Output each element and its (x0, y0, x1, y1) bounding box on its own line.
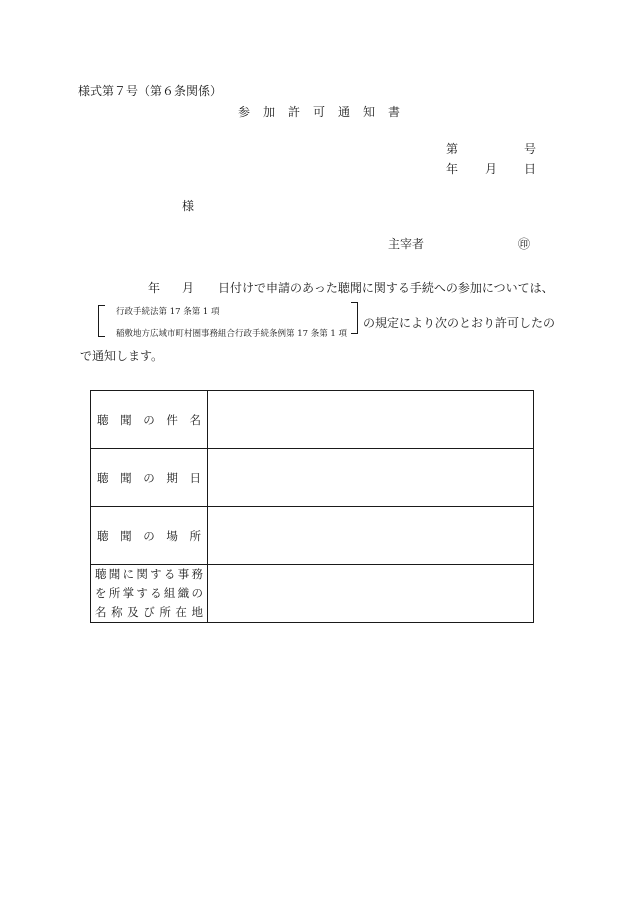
label-char: に (122, 567, 135, 581)
date-month: 月 (484, 162, 497, 176)
label-line (95, 584, 203, 603)
label-char: 掌 (122, 586, 135, 600)
date-year: 年 (446, 162, 459, 176)
label-char: 聞 (108, 567, 121, 581)
body-line1-text: 日付けで申請のあった聴聞に関する手続への参加については、 (218, 281, 554, 295)
label-char: の (143, 412, 155, 427)
label-char: 務 (191, 567, 203, 581)
label-char: を (95, 586, 107, 600)
hearing-info-table (90, 390, 534, 623)
label-char: 所 (159, 605, 171, 619)
seal-icon: ㊞ (517, 237, 530, 251)
right-bracket (351, 302, 358, 334)
date-day: 日 (523, 162, 536, 176)
label-char: 組 (163, 586, 176, 600)
label-char: 件 (166, 412, 178, 427)
table-row (91, 507, 534, 565)
label-char: 称 (111, 605, 123, 619)
label-char: 織 (177, 586, 190, 600)
addressee-honorific: 様 (182, 199, 195, 213)
body-year: 年 (148, 281, 161, 295)
label-char: 所 (108, 586, 121, 600)
law-option-ordinance: 稲敷地方広域市町村圏事務組合行政手続条例第 17 条第 1 項 (116, 329, 348, 339)
reference-date (446, 160, 536, 177)
label-char: 名 (95, 605, 107, 619)
label-char: す (150, 567, 162, 581)
organization-value-cell (208, 565, 534, 623)
label-char: 聴 (97, 470, 109, 485)
table-row (91, 391, 534, 449)
label-char: 聴 (95, 567, 107, 581)
number-suffix: 号 (523, 142, 536, 156)
label-char: す (136, 586, 148, 600)
label-organization (91, 565, 207, 622)
label-line (95, 565, 203, 584)
sender-label: 主宰者 (388, 237, 425, 251)
label-char: 日 (189, 470, 201, 485)
label-char: 聞 (120, 412, 132, 427)
label-place (91, 528, 207, 544)
row-label-cell (91, 507, 208, 565)
place-value-cell (208, 507, 534, 565)
document-title: 参加許可通知書 (238, 105, 414, 119)
row-label-cell (91, 391, 208, 449)
law-option-national: 行政手続法第 17 条第 1 項 (116, 307, 220, 317)
label-char: の (143, 528, 155, 543)
label-char: 及 (127, 605, 139, 619)
row-label-cell (91, 449, 208, 507)
label-char: 関 (136, 567, 148, 581)
label-char: 所 (189, 528, 201, 543)
form-number: 様式第７号（第６条関係） (78, 84, 223, 98)
label-char: 聴 (97, 412, 109, 427)
row-label-cell (91, 565, 208, 623)
label-line (95, 603, 203, 622)
label-char: 事 (177, 567, 190, 581)
body-line-3: で通知します。 (80, 349, 164, 363)
label-char: る (150, 586, 162, 600)
label-subject (91, 412, 207, 428)
label-char: の (143, 470, 155, 485)
label-char: の (191, 586, 203, 600)
label-char: 聞 (120, 470, 132, 485)
body-month: 月 (182, 281, 195, 295)
label-char: 場 (166, 528, 178, 543)
label-char: 聞 (120, 528, 132, 543)
subject-value-cell (208, 391, 534, 449)
label-char: る (163, 567, 176, 581)
label-date (91, 470, 207, 486)
left-bracket (98, 305, 105, 337)
label-char: 名 (189, 412, 201, 427)
body-line-1 (148, 279, 554, 296)
date-value-cell (208, 449, 534, 507)
number-prefix: 第 (446, 142, 459, 156)
label-char: 在 (175, 605, 187, 619)
body-line-2: の規定により次のとおり許可したの (363, 316, 556, 330)
label-char: び (143, 605, 155, 619)
label-char: 期 (166, 470, 178, 485)
label-char: 聴 (97, 528, 109, 543)
reference-number (446, 140, 536, 157)
table-row (91, 449, 534, 507)
sender-signature (388, 235, 530, 252)
label-char: 地 (191, 605, 203, 619)
table-row (91, 565, 534, 623)
